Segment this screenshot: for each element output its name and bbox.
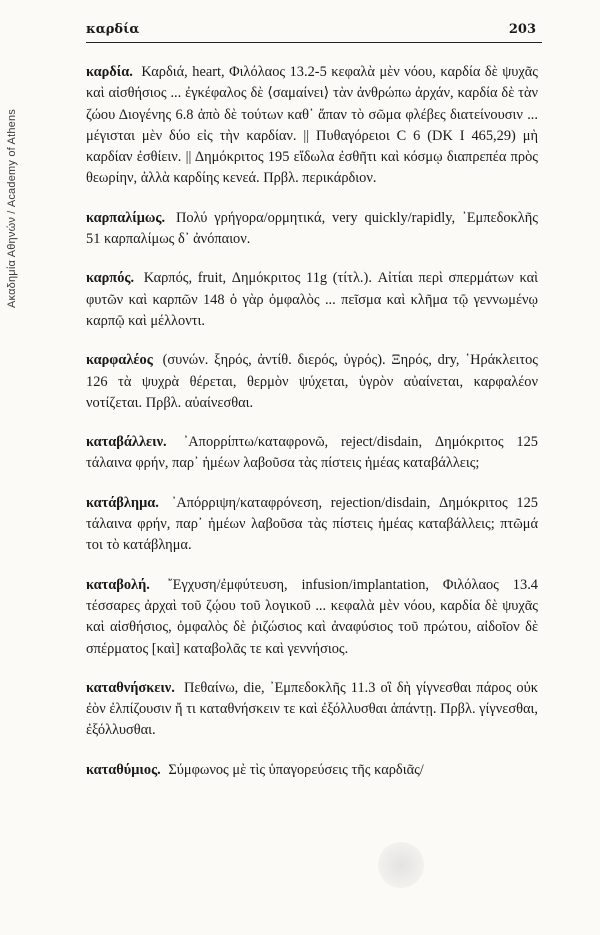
lemma: καταβάλλειν. (86, 434, 167, 451)
entry-karpalimos (86, 208, 538, 251)
lemma: καταβολή. (86, 576, 150, 593)
page-number: 203 (508, 22, 536, 37)
entry-text: ᾿Απορρίπτω/καταφρονῶ, reject/disdain, Δημόκριτος 125 τάλαινα φρήν, παρ᾽ ἡμέων λαβοῦσα τὰς πίστεις ἡμέας καταβάλλεις; (86, 434, 538, 472)
entry-kataballein (86, 432, 538, 475)
entry-katabole (86, 575, 538, 660)
entry-text: Καρπός, fruit, Δημόκριτος 11g (τίτλ.). Αἰτίαι περὶ σπερμάτων καὶ φυτῶν καὶ καρπῶν 148 ὁ γὰρ ὀμφαλὸς ... πεῖσμα καὶ κλῆμα τῷ γεννωμένῳ καρπῷ καὶ μέλλοντι. (86, 270, 538, 329)
lemma: καρδία. (86, 64, 133, 80)
entry-karpos (86, 268, 538, 332)
running-head-word: καρδία (86, 22, 140, 37)
lemma: καρφαλέος (86, 352, 153, 369)
entry-text: ῎Εγχυση/ἐμφύτευση, infusion/implantation, Φιλόλαος 13.4 τέσσαρες ἀρχαὶ τοῦ ζῴου τοῦ λογικοῦ ... κεφαλὰ μὲν νόου, καρδία δὲ ψυχᾶς καὶ αἰσθήσιος, ὀμφαλὸς δὲ ῥιζώσιος καὶ ἀναφύσιος τοῦ πρώτου, αἰδοῖον δὲ σπέρματος [καὶ] καταβολᾶς τε καὶ γεννήσιος. (86, 576, 538, 657)
entry-text: ᾿Απόρριψη/καταφρόνεση, rejection/disdain, Δημόκριτος 125 τάλαινα φρήν, παρ᾽ ἡμέων λαβοῦσα τὰς πίστεις ἡμέας καταβάλλεις; πτῶμά τοι τὸ κατάβλημα. (86, 494, 538, 554)
entry-text: Πεθαίνω, die, ᾿Εμπεδοκλῆς 11.3 οἳ δὴ γίγνεσθαι πάρος οὐκ ἐὸν ἐλπίζουσιν ἤ τι καταθνήσκειν τε καὶ ἐξόλλυσθαι ἁπάντῃ. Πρβλ. γίγνεσθαι, ἐξόλλυσθαι. (86, 679, 538, 739)
entry-katathymios (86, 760, 538, 781)
lemma: καρπός. (86, 270, 135, 287)
lemma: καταθνήσκειν. (86, 679, 175, 696)
entry-katathneskein (86, 678, 538, 742)
entry-text: (συνών. ξηρός, ἀντίθ. διερός, ὑγρός). Ξηρός, dry, ῾Ηράκλειτος 126 τὰ ψυχρὰ θέρεται, θερμὸν ψύχεται, ὑγρὸν αὐαίνεται, καρφαλέον νοτίζεται. Πρβλ. αὐαίνεσθαι. (86, 352, 538, 411)
entry-text: Πολύ γρήγορα/ορμητικά, very quickly/rapidly, ᾿Εμπεδοκλῆς 51 καρπαλίμως δ᾽ ἀνόπαιον. (86, 209, 539, 248)
entry-karphaleos (86, 350, 538, 414)
entry-text: Σύμφωνος μὲ τὶς ὑπαγορεύσεις τῆς καρδιᾶς/ (168, 761, 424, 778)
lemma: κατάβλημα. (86, 494, 159, 511)
entry-kardia (86, 62, 538, 190)
running-head (86, 22, 536, 40)
faded-stamp (378, 842, 424, 888)
entry-katablema (86, 493, 538, 557)
header-rule (86, 42, 542, 43)
entry-text: Καρδιά, heart, Φιλόλαος 13.2-5 κεφαλὰ μὲν νόου, καρδία δὲ ψυχᾶς καὶ αἰσθήσιος ... ἐγκέφαλος δὲ ⟨σαμαίνει⟩ τὰν ἀνθρώπω ἀρχάν, καρδία δὲ τὰν ζώου Διογένης 6.8 ἀπὸ δὲ τούτων καθ᾽ ἅπαν τὸ σῶμα φλέβες διατείνουσιν ... μέγισται μὲν δύο εἰς τὴν καρδίαν. || Πυθαγόρειοι C 6 (DK I 465,29) μὴ καρδίαν ἐσθίειν. || Δημόκριτος 195 εἴδωλα ἐσθῆτι καὶ κόσμῳ διαπρεπέα πρὸς θεωρίην, ἀλλὰ καρδίης κενεά. Πρβλ. περικάρδιον. (86, 64, 538, 187)
entry-list (86, 62, 538, 799)
lemma: καταθύμιος. (86, 761, 161, 778)
lemma: καρπαλίμως. (86, 209, 166, 226)
academy-watermark: Ακαδημία Αθηνών / Academy of Athens (6, 108, 18, 308)
